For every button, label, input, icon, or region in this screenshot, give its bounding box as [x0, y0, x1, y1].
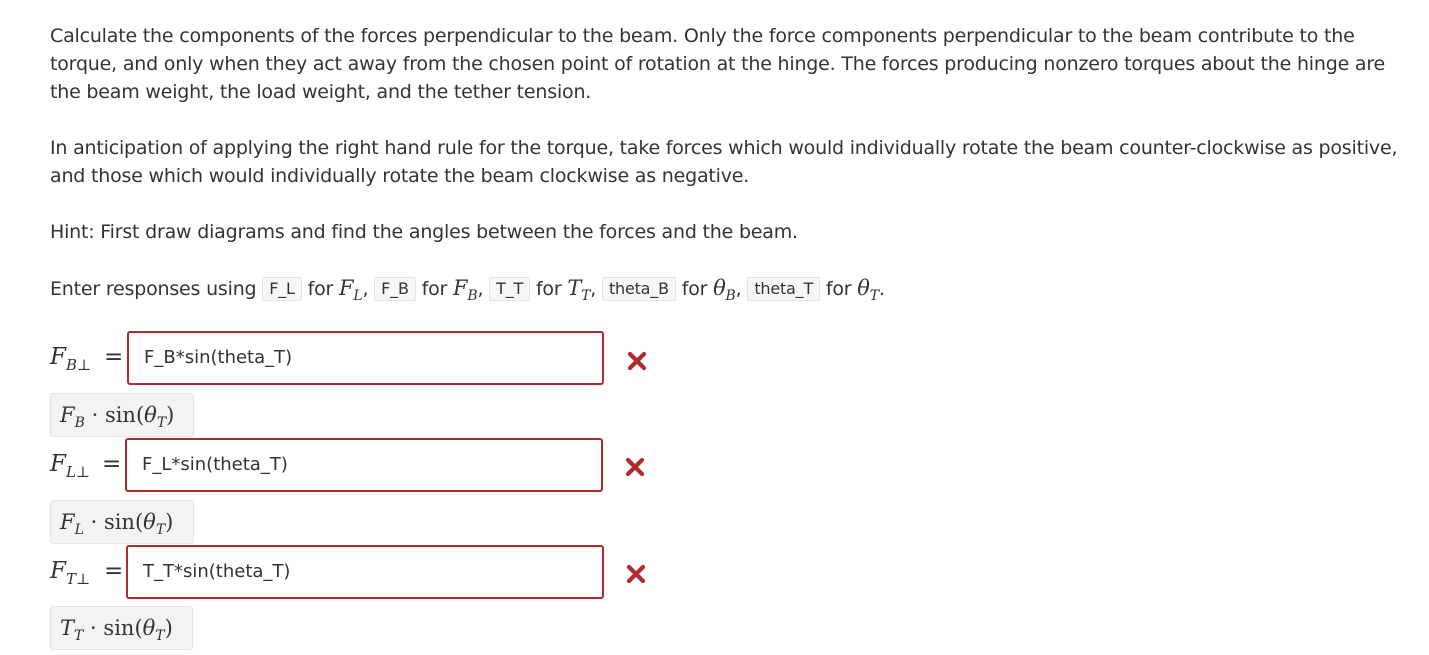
for-word: for — [421, 278, 448, 300]
answer-preview-load-weight: $F_L \cdot \sin(\theta_T)$ — [50, 500, 194, 544]
cross-icon — [626, 564, 646, 584]
equals-sign: = — [104, 344, 124, 370]
equals-sign: = — [102, 451, 122, 477]
cross-icon — [625, 457, 645, 477]
instruction-paragraph-2: In anticipation of applying the right hand rule for the torque, take forces which would individually rotate the beam counter-clockwise as positive, and those which would individually rotate the beam clockwise as negative. — [50, 137, 1398, 187]
equals-sign: = — [104, 558, 124, 584]
symbol-f-l: $F_L$ — [339, 276, 363, 304]
symbol-theta-b: $\theta_B$ — [713, 276, 736, 304]
code-f-b: F_B — [374, 277, 416, 301]
symbol-t-t: $T_T$ — [567, 276, 591, 304]
for-word: for — [681, 278, 708, 300]
symbol-f-b: $F_B$ — [452, 276, 478, 304]
code-theta-t: theta_T — [747, 277, 820, 301]
hint-text: Hint: First draw diagrams and find the angles between the forces and the beam. — [50, 221, 798, 243]
for-word: for — [307, 278, 334, 300]
for-word: for — [825, 278, 852, 300]
code-f-l: F_L — [262, 277, 302, 301]
answer-label: $F_{L\perp}$ — [50, 451, 91, 481]
answer-label: $F_{B\perp}$ — [50, 344, 92, 374]
answer-label: $F_{T\perp}$ — [50, 558, 91, 588]
for-word: for — [535, 278, 562, 300]
symbol-theta-t: $\theta_T$ — [857, 276, 879, 304]
code-t-t: T_T — [489, 277, 530, 301]
answer-preview-beam-weight: $F_B \cdot \sin(\theta_T)$ — [50, 393, 194, 437]
answer-input-tether-tension[interactable]: T_T*sin(theta_T) — [126, 545, 604, 599]
cross-icon — [627, 351, 647, 371]
answer-input-beam-weight[interactable]: F_B*sin(theta_T) — [127, 331, 604, 385]
legend-prefix: Enter responses using — [50, 278, 257, 300]
answer-input-load-weight[interactable]: F_L*sin(theta_T) — [125, 438, 603, 492]
answer-preview-tether-tension: $T_T \cdot \sin(\theta_T)$ — [50, 606, 193, 650]
variable-legend: Enter responses using F_L for $F_L$, F_B for $F_B$, T_T for $T_T$, theta_B for $\theta_B$, theta_T for $\theta_T$. — [50, 276, 885, 304]
code-theta-b: theta_B — [602, 277, 676, 301]
instruction-paragraph-1: Calculate the components of the forces perpendicular to the beam. Only the force components perpendicular to the beam contribute to the torque, and only when they act away from the chosen point of rotation at the hinge. The forces producing nonzero torques about the hinge are the beam weight, the load weight, and the tether tension. — [50, 25, 1386, 103]
